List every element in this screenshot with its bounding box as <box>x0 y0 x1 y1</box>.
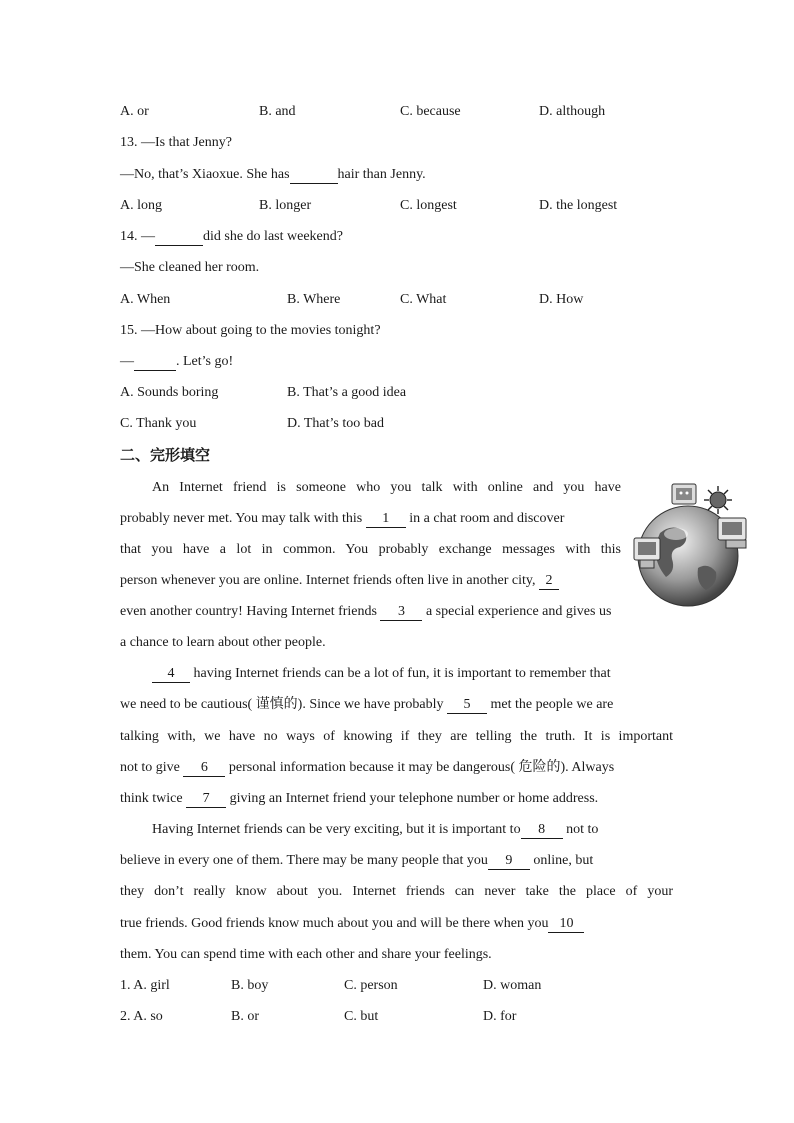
passage-line: true friends. Good friends know much about you and will be there when you 10 <box>120 914 673 934</box>
q13-text-after-blank: hair than Jenny. <box>337 167 426 182</box>
q14-stem <box>120 227 343 247</box>
q1-option-d[interactable]: D. woman <box>483 978 542 993</box>
q13-text-before-blank: —No, that’s Xiaoxue. She has <box>120 167 290 182</box>
passage-line: them. You can spend time with each other and share your feelings. <box>120 947 492 962</box>
q15-blank[interactable] <box>134 354 176 371</box>
q15-option-c[interactable]: C. Thank you <box>120 416 197 431</box>
q14-text-before-blank: 14. — <box>120 229 155 244</box>
passage-line: think twice 7 giving an Internet friend your telephone number or home address. <box>120 791 599 806</box>
q13-option-b[interactable]: B. longer <box>259 198 312 213</box>
q14-blank[interactable] <box>155 229 203 246</box>
passage-line: An Internet friend is someone who you talk with online and you have <box>152 480 621 495</box>
q15-option-b[interactable]: B. That’s a good idea <box>287 385 407 400</box>
q2-option-d[interactable]: D. for <box>483 1009 517 1024</box>
blank-1[interactable]: 1 <box>366 511 406 528</box>
q2-option-c[interactable]: C. but <box>344 1009 379 1024</box>
q15-text-before-blank: — <box>120 354 134 369</box>
q13-stem: 13. —Is that Jenny? <box>120 135 232 150</box>
q1-option-b[interactable]: B. boy <box>231 978 269 993</box>
passage-line: believe in every one of them. There may be many people that you 9 online, but <box>120 853 594 868</box>
blank-4[interactable]: 4 <box>152 666 190 683</box>
q13-option-c[interactable]: C. longest <box>400 198 457 213</box>
q13-dialogue <box>120 165 426 185</box>
q15-answer <box>120 352 233 372</box>
q13-option-d[interactable]: D. the longest <box>539 198 618 213</box>
q14-answer: —She cleaned her room. <box>120 260 260 275</box>
passage-line: probably never met. You may talk with this 1 in a chat room and discover <box>120 511 565 526</box>
passage-line: talking with, we have no ways of knowing if they are telling the truth. It is important <box>120 729 673 744</box>
q15-option-d[interactable]: D. That’s too bad <box>287 416 384 431</box>
blank-5[interactable]: 5 <box>447 697 487 714</box>
q12-option-c[interactable]: C. because <box>400 104 461 119</box>
q13-blank[interactable] <box>290 167 338 184</box>
blank-6[interactable]: 6 <box>183 760 225 777</box>
q14-option-c[interactable]: C. What <box>400 292 447 307</box>
q14-option-d[interactable]: D. How <box>539 292 584 307</box>
passage-line: person whenever you are online. Internet friends often live in another city, 2 <box>120 571 624 591</box>
passage-line: Having Internet friends can be very exciting, but it is important to 8 not to <box>152 822 599 837</box>
q13-option-a[interactable]: A. long <box>120 198 162 213</box>
q15-text-after-blank: . Let’s go! <box>176 354 234 369</box>
q14-option-b[interactable]: B. Where <box>287 292 341 307</box>
q12-option-b[interactable]: B. and <box>259 104 296 119</box>
q15-option-a[interactable]: A. Sounds boring <box>120 385 219 400</box>
blank-3[interactable]: 3 <box>380 604 422 621</box>
blank-2[interactable]: 2 <box>539 573 559 590</box>
q1-option-c[interactable]: C. person <box>344 978 398 993</box>
passage-line: even another country! Having Internet friends 3 a special experience and gives us <box>120 604 612 619</box>
internet-friends-globe-illustration <box>630 478 755 608</box>
passage-line: we need to be cautious( 谨慎的). Since we have probably 5 met the people we are <box>120 697 614 712</box>
passage-line: that you have a lot in common. You probably exchange messages with this <box>120 542 621 557</box>
blank-10[interactable]: 10 <box>548 916 584 933</box>
q1-option-a[interactable]: 1. A. girl <box>120 978 170 993</box>
section-heading-cloze: 二、完形填空 <box>120 446 211 464</box>
passage-line: a chance to learn about other people. <box>120 635 326 650</box>
blank-7[interactable]: 7 <box>186 791 226 808</box>
q2-option-a[interactable]: 2. A. so <box>120 1009 163 1024</box>
q14-option-a[interactable]: A. When <box>120 292 171 307</box>
q12-option-d[interactable]: D. although <box>539 104 606 119</box>
q2-option-b[interactable]: B. or <box>231 1009 259 1024</box>
passage-line: not to give 6 personal information because it may be dangerous( 危险的). Always <box>120 760 615 775</box>
blank-8[interactable]: 8 <box>521 822 563 839</box>
passage-line: they don’t really know about you. Internet friends can never take the place of your <box>120 884 673 899</box>
q12-option-a[interactable]: A. or <box>120 104 149 119</box>
passage-line: 4 having Internet friends can be a lot of fun, it is important to remember that <box>152 664 673 684</box>
q14-text-after-blank: did she do last weekend? <box>203 229 343 244</box>
blank-9[interactable]: 9 <box>488 853 530 870</box>
q15-stem: 15. —How about going to the movies tonight? <box>120 323 381 338</box>
